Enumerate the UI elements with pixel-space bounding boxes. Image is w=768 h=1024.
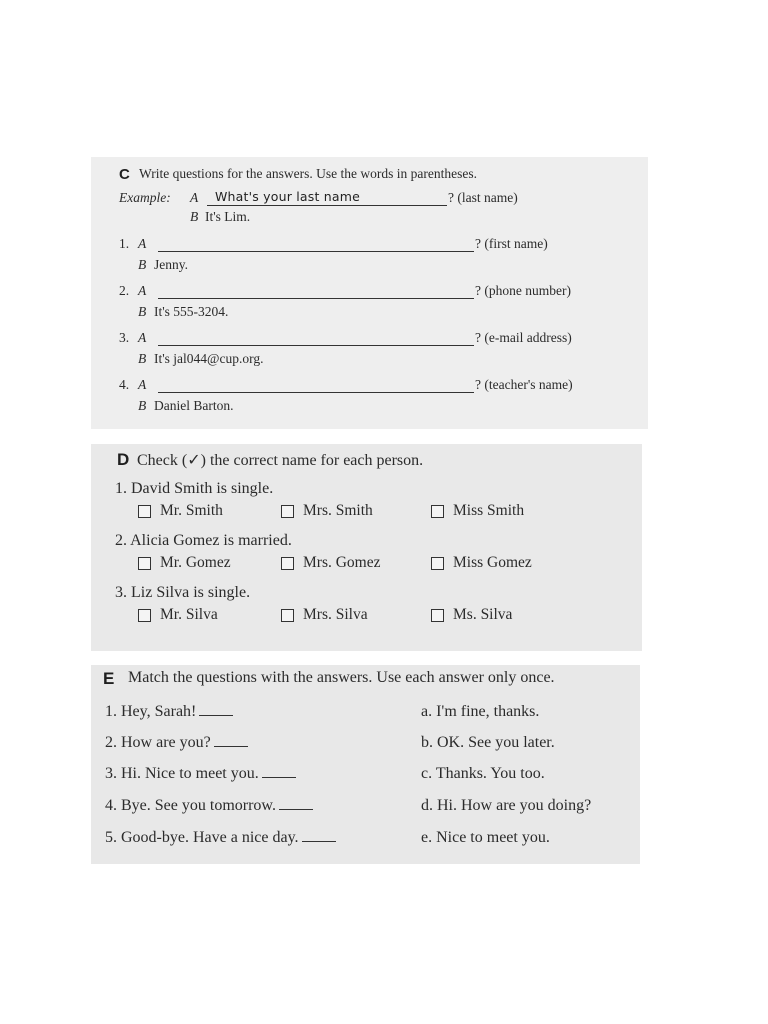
d-item-1-prompt: 1. David Smith is single. bbox=[115, 480, 274, 497]
d-item-1-option-2: Mrs. Smith bbox=[303, 502, 373, 519]
e-question-2-blank[interactable] bbox=[214, 746, 248, 747]
c-item-3-number: 3. bbox=[119, 330, 130, 345]
c-item-2-hint: ? (phone number) bbox=[475, 283, 571, 298]
example-answer-line bbox=[207, 205, 447, 206]
section-e-panel bbox=[91, 665, 640, 864]
c-item-2-number: 2. bbox=[119, 283, 130, 298]
d-item-3-checkbox-3[interactable] bbox=[431, 609, 444, 622]
section-c-letter: C bbox=[119, 166, 130, 183]
d-item-3-checkbox-1[interactable] bbox=[138, 609, 151, 622]
c-item-3-answer-line[interactable] bbox=[158, 345, 474, 346]
section-d-panel bbox=[91, 444, 642, 651]
e-question-4: 4. Bye. See you tomorrow. bbox=[105, 797, 313, 815]
d-item-1-checkbox-3[interactable] bbox=[431, 505, 444, 518]
section-c-panel bbox=[91, 157, 648, 429]
e-question-5: 5. Good-bye. Have a nice day. bbox=[105, 829, 336, 847]
c-item-1-hint: ? (first name) bbox=[475, 236, 548, 251]
c-item-1-number: 1. bbox=[119, 236, 130, 251]
d-item-3-checkbox-2[interactable] bbox=[281, 609, 294, 622]
e-question-4-blank[interactable] bbox=[279, 809, 313, 810]
e-answer-d: d. Hi. How are you doing? bbox=[421, 797, 592, 814]
section-e-letter: E bbox=[103, 669, 115, 688]
e-question-3-blank[interactable] bbox=[262, 777, 296, 778]
c-item-3-a-label: A bbox=[138, 330, 147, 345]
e-question-5-blank[interactable] bbox=[302, 841, 336, 842]
e-answer-b: b. OK. See you later. bbox=[421, 734, 555, 751]
c-item-2-a-label: A bbox=[138, 283, 147, 298]
d-item-2-checkbox-2[interactable] bbox=[281, 557, 294, 570]
section-d-letter: D bbox=[117, 450, 130, 469]
c-item-2-answer-line[interactable] bbox=[158, 298, 474, 299]
d-item-2-option-3: Miss Gomez bbox=[453, 554, 532, 571]
d-item-1-checkbox-1[interactable] bbox=[138, 505, 151, 518]
example-label: Example: bbox=[119, 190, 171, 205]
d-item-3-option-3: Ms. Silva bbox=[453, 606, 513, 623]
e-answer-a: a. I'm fine, thanks. bbox=[421, 703, 540, 720]
c-item-3-b-answer: It's jal044@cup.org. bbox=[154, 351, 264, 366]
c-item-4-number: 4. bbox=[119, 377, 130, 392]
c-item-4-b-answer: Daniel Barton. bbox=[154, 398, 234, 413]
c-item-4-a-label: A bbox=[138, 377, 147, 392]
example-a-label: A bbox=[190, 190, 199, 205]
e-question-1: 1. Hey, Sarah! bbox=[105, 703, 233, 721]
c-item-3-hint: ? (e-mail address) bbox=[475, 330, 572, 345]
example-b-label: B bbox=[190, 209, 199, 224]
d-item-3-option-1: Mr. Silva bbox=[160, 606, 218, 623]
c-item-1-a-label: A bbox=[138, 236, 147, 251]
section-c-instruction: Write questions for the answers. Use the words in parentheses. bbox=[139, 166, 477, 181]
d-item-1-option-3: Miss Smith bbox=[453, 502, 525, 519]
c-item-4-hint: ? (teacher's name) bbox=[475, 377, 573, 392]
c-item-2-b-answer: It's 555-3204. bbox=[154, 304, 229, 319]
example-handwritten-answer: What's your last name bbox=[215, 189, 361, 204]
c-item-2-b-label: B bbox=[138, 304, 147, 319]
c-item-1-answer-line[interactable] bbox=[158, 251, 474, 252]
d-item-1-checkbox-2[interactable] bbox=[281, 505, 294, 518]
c-item-4-answer-line[interactable] bbox=[158, 392, 474, 393]
c-item-1-b-label: B bbox=[138, 257, 147, 272]
d-item-3-prompt: 3. Liz Silva is single. bbox=[115, 584, 251, 601]
e-answer-c: c. Thanks. You too. bbox=[421, 765, 545, 782]
d-item-1-option-1: Mr. Smith bbox=[160, 502, 223, 519]
c-item-3-b-label: B bbox=[138, 351, 147, 366]
section-e-instruction: Match the questions with the answers. Use each answer only once. bbox=[128, 669, 555, 686]
section-d-instruction: Check (✓) the correct name for each person. bbox=[137, 452, 424, 469]
example-b-answer: It's Lim. bbox=[205, 209, 251, 224]
c-item-1-b-answer: Jenny. bbox=[154, 257, 188, 272]
e-question-2: 2. How are you? bbox=[105, 734, 248, 752]
d-item-2-checkbox-3[interactable] bbox=[431, 557, 444, 570]
c-item-4-b-label: B bbox=[138, 398, 147, 413]
d-item-2-option-1: Mr. Gomez bbox=[160, 554, 231, 571]
example-hint: ? (last name) bbox=[448, 190, 518, 205]
e-question-3: 3. Hi. Nice to meet you. bbox=[105, 765, 296, 783]
d-item-2-checkbox-1[interactable] bbox=[138, 557, 151, 570]
e-question-1-blank[interactable] bbox=[199, 715, 233, 716]
d-item-2-option-2: Mrs. Gomez bbox=[303, 554, 381, 571]
d-item-3-option-2: Mrs. Silva bbox=[303, 606, 368, 623]
e-answer-e: e. Nice to meet you. bbox=[421, 829, 550, 846]
d-item-2-prompt: 2. Alicia Gomez is married. bbox=[115, 532, 292, 549]
